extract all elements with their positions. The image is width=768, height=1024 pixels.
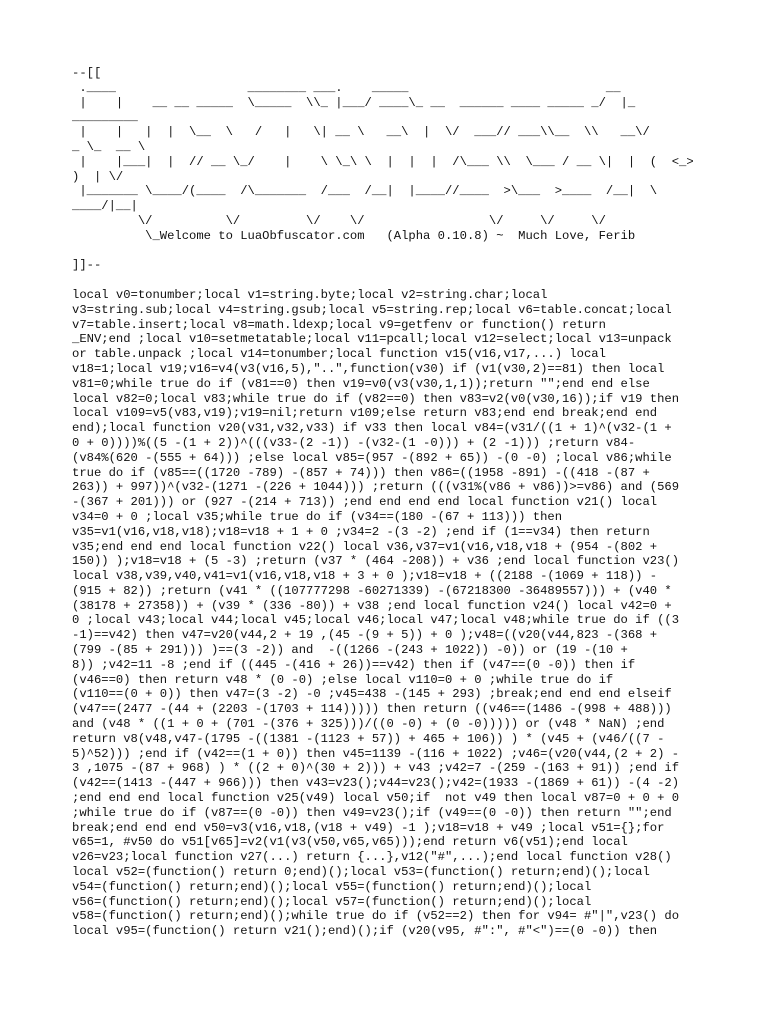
code-line: (v46==0) then return v48 * (0 -0) ;else local v110=0 + 0 ;while true do if: [72, 672, 614, 687]
code-line: -(367 + 201))) or (927 -(214 + 713)) ;end end end end local function v21() local: [72, 495, 658, 510]
code-line: v65=1, #v50 do v51[v65]=v2(v1(v3(v50,v65,v65)));end return v6(v51);end local: [72, 835, 628, 850]
code-line: true do if (v85==((1720 -789) -(857 + 74))) then v86=((1958 -891) -((418 -(87 +: [72, 465, 650, 480]
code-line: v58=(function() return;end)();while true do if (v52==2) then for v94= #"|",v23() do: [72, 909, 680, 924]
code-line: 0 + 0))))%((5 -(1 + 2))^(((v33-(2 -1)) -(v32-(1 -0))) + (2 -1))) ;return v84-: [72, 435, 636, 450]
code-line: 3 ,1075 -(87 + 968) ) * ((2 + 0)^(30 + 2))) + v43 ;v42=7 -(259 -(163 + 91)) ;end if: [72, 761, 680, 776]
code-line: v56=(function() return;end)();local v57=(function() return;end)();local: [72, 894, 592, 909]
banner-line: _________: [72, 110, 138, 125]
code-line: or table.unpack ;local v14=tonumber;local function v15(v16,v17,...) local: [72, 347, 606, 362]
code-line: (915 + 82)) ;return (v41 * ((107777298 -60271339) -(67218300 -36489557))) + (v40 *: [72, 583, 672, 598]
code-line: and (v48 * ((1 + 0 + (701 -(376 + 325)))/((0 -0) + (0 -0))))) or (v48 * NaN) ;end: [72, 717, 665, 732]
code-line: (v42==(1413 -(447 + 966))) then v43=v23();v44=v23();v42=(1933 -(1869 + 61)) -(4 -2): [72, 776, 680, 791]
code-line: v81=0;while true do if (v81==0) then v19=v0(v3(v30,1,1));return "";end end else: [72, 376, 650, 391]
code-line: ;while true do if (v87==(0 -0)) then v49=v23();if (v49==(0 -0)) then return "";end: [72, 805, 672, 820]
code-line: v35=v1(v16,v18,v18);v18=v18 + 1 + 0 ;v34=2 -(3 -2) ;end if (1==v34) then return: [72, 524, 650, 539]
document-page: [72, 66, 712, 939]
code-line: (799 -(85 + 291))) )==(3 -2)) and -((1266 -(243 + 1022)) -0)) or (19 -(10 +: [72, 643, 628, 658]
code-line: local v95=(function() return v21();end)();if (v20(v95, #":", #"<")==(0 -0)) then: [72, 924, 658, 939]
code-line: ;end end end local function v25(v49) local v50;if not v49 then local v87=0 + 0 + 0: [72, 791, 680, 806]
banner-line: \_Welcome to LuaObfuscator.com (Alpha 0.10.8) ~ Much Love, Ferib: [72, 228, 636, 243]
code-line: v34=0 + 0 ;local v35;while true do if (v34==(180 -(67 + 113))) then: [72, 509, 563, 524]
banner-line: .____ ________ ___. _____ __: [72, 80, 621, 95]
code-line: v26=v23;local function v27(...) return {...},v12("#",...);end local function v28(): [72, 850, 672, 865]
code-line: local v82=0;local v83;while true do if (v82==0) then v83=v2(v0(v30,16));if v19 then: [72, 391, 680, 406]
code-line: (38178 + 27358)) + (v39 * (336 -80)) + v38 ;end local function v24() local v42=0 +: [72, 598, 672, 613]
code-line: v18=1;local v19;v16=v4(v3(v16,5),"..",function(v30) if (v1(v30,2)==81) then local: [72, 361, 665, 376]
code-line: (v110==(0 + 0)) then v47=(3 -2) -0 ;v45=438 -(145 + 293) ;break;end end end elseif: [72, 687, 672, 702]
code-line: end);local function v20(v31,v32,v33) if v33 then local v84=(v31/((1 + 1)^(v32-(1 +: [72, 421, 672, 436]
banner-line: ) | \/: [72, 169, 124, 184]
banner-line: [72, 273, 712, 288]
code-line: -1)==v42) then v47=v20(v44,2 + 19 ,(45 -(9 + 5)) + 0 );v48=((v20(v44,823 -(368 +: [72, 628, 658, 643]
banner-line: [72, 244, 712, 259]
code-line: v7=table.insert;local v8=math.ldexp;local v9=getfenv or function() return: [72, 317, 606, 332]
code-line: local v52=(function() return 0;end)();local v53=(function() return;end)();local: [72, 865, 650, 880]
banner-line: | |___| | // __ \_/ | \ \_\ \ | | | /\___ \\ \___ / __ \| | ( <_>: [72, 154, 694, 169]
code-line: 8)) ;v42=11 -8 ;end if ((445 -(416 + 26))==v42) then if (v47==(0 -0)) then if: [72, 657, 636, 672]
banner-line: \/ \/ \/ \/ \/ \/ \/: [72, 213, 606, 228]
banner-line: | | __ __ _____ \_____ \\_ |___/ ____\_ __ ______ ____ _____ _/ |_: [72, 95, 636, 110]
code-line: local v38,v39,v40,v41=v1(v16,v18,v18 + 3 + 0 );v18=v18 + ((2188 -(1069 + 118)) -: [72, 569, 658, 584]
code-line: local v109=v5(v83,v19);v19=nil;return v109;else return v83;end end break;end end: [72, 406, 658, 421]
code-line: (v84%(620 -(555 + 64))) ;else local v85=(957 -(892 + 65)) -(0 -0) ;local v86;while: [72, 450, 672, 465]
code-line: return v8(v48,v47-(1795 -((1381 -(1123 + 57)) + 465 + 106)) ) * (v45 + (v46/((7 -: [72, 731, 665, 746]
banner-line: --[[: [72, 66, 102, 80]
code-line: local v0=tonumber;local v1=string.byte;local v2=string.char;local: [72, 287, 548, 302]
code-line: (v47==(2477 -(44 + (2203 -(1703 + 114))))) then return ((v46==(1486 -(998 + 488))): [72, 702, 672, 717]
code-line: 263)) + 997))^(v32-(1271 -(226 + 1044))) ;return (((v31%(v86 + v86))>=v86) and (569: [72, 480, 680, 495]
ascii-banner-comment: [72, 66, 712, 288]
code-line: _ENV;end ;local v10=setmetatable;local v11=pcall;local v12=select;local v13=unpack: [72, 332, 672, 347]
code-line: 0 ;local v43;local v44;local v45;local v46;local v47;local v48;while true do if ((3: [72, 613, 680, 628]
banner-line: ]]--: [72, 258, 102, 273]
code-line: v54=(function() return;end)();local v55=(function() return;end)();local: [72, 879, 592, 894]
code-line: v35;end end end local function v22() local v36,v37=v1(v16,v18,v18 + (954 -(802 +: [72, 539, 658, 554]
banner-line: |_______ \____/(____ /\_______ /___ /__| |____//____ >\___ >____ /__| \: [72, 184, 658, 199]
banner-line: _ \_ __ \: [72, 139, 146, 154]
banner-line: ____/|__|: [72, 199, 138, 214]
banner-line: | | | | \__ \ / | \| __ \ __\ | \/ ___// ___\\__ \\ __\/: [72, 125, 650, 140]
obfuscated-lua-code: [72, 288, 712, 939]
code-line: v3=string.sub;local v4=string.gsub;local v5=string.rep;local v6=table.concat;local: [72, 302, 672, 317]
code-line: 150)) );v18=v18 + (5 -3) ;return (v37 * (464 -208)) + v36 ;end local function v23(): [72, 554, 680, 569]
code-line: break;end end end v50=v3(v16,v18,(v18 + v49) -1 );v18=v18 + v49 ;local v51={};for: [72, 820, 665, 835]
code-line: 5)^52))) ;end if (v42==(1 + 0)) then v45=1139 -(116 + 1022) ;v46=(v20(v44,(2 + 2) -: [72, 746, 680, 761]
